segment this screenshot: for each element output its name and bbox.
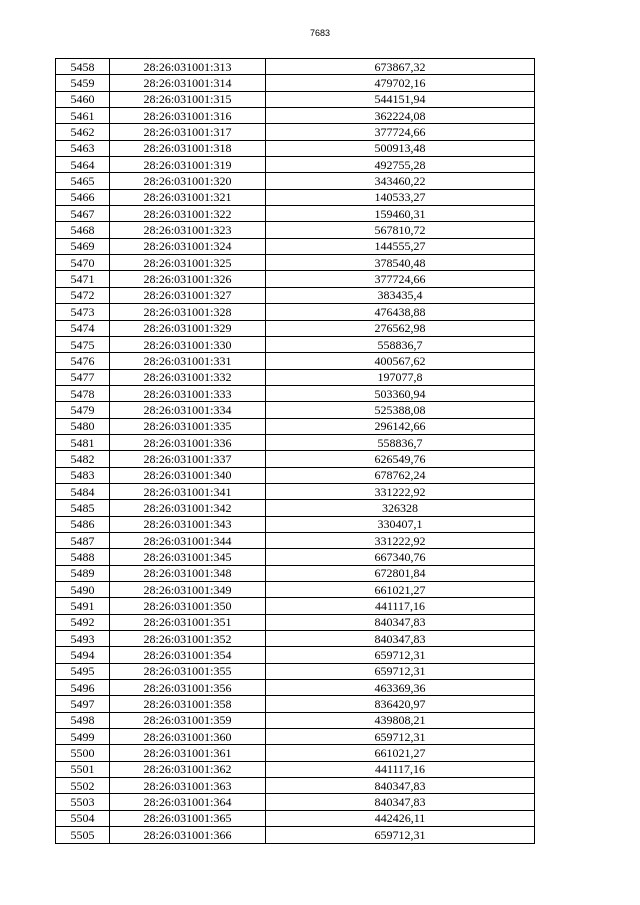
value-cell: 479702,16 (266, 75, 535, 91)
value-cell: 144555,27 (266, 238, 535, 254)
row-index-cell: 5501 (56, 761, 110, 777)
table-row (56, 647, 535, 663)
cadastral-number-cell: 28:26:031001:365 (110, 810, 266, 826)
cadastral-number-cell: 28:26:031001:343 (110, 516, 266, 532)
table-row (56, 631, 535, 647)
row-index-cell: 5500 (56, 745, 110, 761)
cadastral-value-table (55, 58, 535, 844)
cadastral-number-cell: 28:26:031001:327 (110, 287, 266, 303)
cadastral-number-cell: 28:26:031001:350 (110, 598, 266, 614)
row-index-cell: 5492 (56, 614, 110, 630)
table-row (56, 108, 535, 124)
cadastral-number-cell: 28:26:031001:322 (110, 206, 266, 222)
table-row (56, 532, 535, 548)
row-index-cell: 5474 (56, 320, 110, 336)
cadastral-number-cell: 28:26:031001:345 (110, 549, 266, 565)
table-row (56, 320, 535, 336)
row-index-cell: 5480 (56, 418, 110, 434)
row-index-cell: 5473 (56, 304, 110, 320)
cadastral-number-cell: 28:26:031001:326 (110, 271, 266, 287)
row-index-cell: 5482 (56, 451, 110, 467)
row-index-cell: 5485 (56, 500, 110, 516)
value-cell: 441117,16 (266, 761, 535, 777)
cadastral-number-cell: 28:26:031001:317 (110, 124, 266, 140)
cadastral-number-cell: 28:26:031001:336 (110, 434, 266, 450)
cadastral-number-cell: 28:26:031001:328 (110, 304, 266, 320)
value-cell: 331222,92 (266, 532, 535, 548)
cadastral-number-cell: 28:26:031001:359 (110, 712, 266, 728)
table-row (56, 467, 535, 483)
table-row (56, 582, 535, 598)
row-index-cell: 5496 (56, 680, 110, 696)
value-cell: 659712,31 (266, 663, 535, 679)
cadastral-number-cell: 28:26:031001:323 (110, 222, 266, 238)
table-row (56, 451, 535, 467)
table-row (56, 124, 535, 140)
value-cell: 476438,88 (266, 304, 535, 320)
table-row (56, 385, 535, 401)
cadastral-number-cell: 28:26:031001:362 (110, 761, 266, 777)
cadastral-number-cell: 28:26:031001:333 (110, 385, 266, 401)
value-cell: 326328 (266, 500, 535, 516)
row-index-cell: 5503 (56, 794, 110, 810)
row-index-cell: 5460 (56, 91, 110, 107)
table-body (56, 59, 535, 844)
row-index-cell: 5476 (56, 353, 110, 369)
value-cell: 661021,27 (266, 745, 535, 761)
cadastral-number-cell: 28:26:031001:352 (110, 631, 266, 647)
cadastral-number-cell: 28:26:031001:342 (110, 500, 266, 516)
row-index-cell: 5481 (56, 434, 110, 450)
value-cell: 500913,48 (266, 140, 535, 156)
cadastral-number-cell: 28:26:031001:320 (110, 173, 266, 189)
row-index-cell: 5468 (56, 222, 110, 238)
value-cell: 659712,31 (266, 729, 535, 745)
value-cell: 840347,83 (266, 794, 535, 810)
table-row (56, 549, 535, 565)
row-index-cell: 5505 (56, 827, 110, 843)
table-row (56, 614, 535, 630)
value-cell: 667340,76 (266, 549, 535, 565)
cadastral-number-cell: 28:26:031001:335 (110, 418, 266, 434)
value-cell: 400567,62 (266, 353, 535, 369)
row-index-cell: 5489 (56, 565, 110, 581)
cadastral-number-cell: 28:26:031001:321 (110, 189, 266, 205)
value-cell: 840347,83 (266, 778, 535, 794)
value-cell: 439808,21 (266, 712, 535, 728)
row-index-cell: 5478 (56, 385, 110, 401)
value-cell: 558836,7 (266, 336, 535, 352)
table-row (56, 59, 535, 75)
value-cell: 197077,8 (266, 369, 535, 385)
cadastral-number-cell: 28:26:031001:344 (110, 532, 266, 548)
row-index-cell: 5467 (56, 206, 110, 222)
row-index-cell: 5466 (56, 189, 110, 205)
cadastral-number-cell: 28:26:031001:337 (110, 451, 266, 467)
cadastral-number-cell: 28:26:031001:366 (110, 827, 266, 843)
table-row (56, 778, 535, 794)
value-cell: 377724,66 (266, 124, 535, 140)
cadastral-number-cell: 28:26:031001:340 (110, 467, 266, 483)
table-row (56, 402, 535, 418)
row-index-cell: 5484 (56, 483, 110, 499)
value-cell: 525388,08 (266, 402, 535, 418)
row-index-cell: 5472 (56, 287, 110, 303)
table-row (56, 827, 535, 843)
cadastral-number-cell: 28:26:031001:364 (110, 794, 266, 810)
row-index-cell: 5504 (56, 810, 110, 826)
table-row (56, 140, 535, 156)
table-row (56, 336, 535, 352)
value-cell: 840347,83 (266, 614, 535, 630)
table-row (56, 271, 535, 287)
table-row (56, 206, 535, 222)
value-cell: 558836,7 (266, 434, 535, 450)
row-index-cell: 5491 (56, 598, 110, 614)
cadastral-number-cell: 28:26:031001:331 (110, 353, 266, 369)
cadastral-number-cell: 28:26:031001:356 (110, 680, 266, 696)
row-index-cell: 5483 (56, 467, 110, 483)
table-row (56, 680, 535, 696)
table-row (56, 173, 535, 189)
value-cell: 673867,32 (266, 59, 535, 75)
value-cell: 840347,83 (266, 631, 535, 647)
row-index-cell: 5479 (56, 402, 110, 418)
table-row (56, 712, 535, 728)
value-cell: 343460,22 (266, 173, 535, 189)
table-row (56, 434, 535, 450)
table-row (56, 287, 535, 303)
table-row (56, 794, 535, 810)
value-cell: 296142,66 (266, 418, 535, 434)
value-cell: 362224,08 (266, 108, 535, 124)
value-cell: 442426,11 (266, 810, 535, 826)
value-cell: 377724,66 (266, 271, 535, 287)
cadastral-number-cell: 28:26:031001:313 (110, 59, 266, 75)
table-row (56, 238, 535, 254)
row-index-cell: 5497 (56, 696, 110, 712)
row-index-cell: 5487 (56, 532, 110, 548)
cadastral-number-cell: 28:26:031001:324 (110, 238, 266, 254)
cadastral-number-cell: 28:26:031001:334 (110, 402, 266, 418)
row-index-cell: 5490 (56, 582, 110, 598)
table-row (56, 500, 535, 516)
table-row (56, 729, 535, 745)
row-index-cell: 5463 (56, 140, 110, 156)
cadastral-number-cell: 28:26:031001:360 (110, 729, 266, 745)
cadastral-number-cell: 28:26:031001:351 (110, 614, 266, 630)
table-row (56, 483, 535, 499)
cadastral-number-cell: 28:26:031001:361 (110, 745, 266, 761)
row-index-cell: 5464 (56, 157, 110, 173)
value-cell: 503360,94 (266, 385, 535, 401)
value-cell: 441117,16 (266, 598, 535, 614)
row-index-cell: 5498 (56, 712, 110, 728)
table-row (56, 369, 535, 385)
value-cell: 544151,94 (266, 91, 535, 107)
table-row (56, 761, 535, 777)
cadastral-number-cell: 28:26:031001:330 (110, 336, 266, 352)
value-cell: 626549,76 (266, 451, 535, 467)
row-index-cell: 5488 (56, 549, 110, 565)
value-cell: 659712,31 (266, 827, 535, 843)
value-cell: 463369,36 (266, 680, 535, 696)
value-cell: 331222,92 (266, 483, 535, 499)
cadastral-number-cell: 28:26:031001:319 (110, 157, 266, 173)
table-row (56, 75, 535, 91)
cadastral-number-cell: 28:26:031001:318 (110, 140, 266, 156)
cadastral-number-cell: 28:26:031001:332 (110, 369, 266, 385)
value-cell: 330407,1 (266, 516, 535, 532)
row-index-cell: 5471 (56, 271, 110, 287)
cadastral-number-cell: 28:26:031001:325 (110, 255, 266, 271)
value-cell: 276562,98 (266, 320, 535, 336)
cadastral-number-cell: 28:26:031001:355 (110, 663, 266, 679)
table-row (56, 696, 535, 712)
table-row (56, 157, 535, 173)
cadastral-number-cell: 28:26:031001:329 (110, 320, 266, 336)
value-cell: 567810,72 (266, 222, 535, 238)
value-cell: 492755,28 (266, 157, 535, 173)
table-row (56, 91, 535, 107)
table-row (56, 810, 535, 826)
table-row (56, 516, 535, 532)
row-index-cell: 5465 (56, 173, 110, 189)
cadastral-number-cell: 28:26:031001:315 (110, 91, 266, 107)
value-cell: 383435,4 (266, 287, 535, 303)
table-row (56, 222, 535, 238)
row-index-cell: 5495 (56, 663, 110, 679)
row-index-cell: 5459 (56, 75, 110, 91)
table-row (56, 189, 535, 205)
table-row (56, 304, 535, 320)
row-index-cell: 5477 (56, 369, 110, 385)
value-cell: 672801,84 (266, 565, 535, 581)
row-index-cell: 5469 (56, 238, 110, 254)
value-cell: 661021,27 (266, 582, 535, 598)
cadastral-number-cell: 28:26:031001:358 (110, 696, 266, 712)
cadastral-number-cell: 28:26:031001:314 (110, 75, 266, 91)
row-index-cell: 5494 (56, 647, 110, 663)
table-row (56, 255, 535, 271)
row-index-cell: 5502 (56, 778, 110, 794)
row-index-cell: 5493 (56, 631, 110, 647)
page-number: 7683 (309, 28, 331, 38)
value-cell: 159460,31 (266, 206, 535, 222)
row-index-cell: 5470 (56, 255, 110, 271)
value-cell: 378540,48 (266, 255, 535, 271)
value-cell: 140533,27 (266, 189, 535, 205)
row-index-cell: 5458 (56, 59, 110, 75)
row-index-cell: 5499 (56, 729, 110, 745)
cadastral-number-cell: 28:26:031001:363 (110, 778, 266, 794)
cadastral-number-cell: 28:26:031001:349 (110, 582, 266, 598)
table-row (56, 745, 535, 761)
cadastral-number-cell: 28:26:031001:341 (110, 483, 266, 499)
row-index-cell: 5475 (56, 336, 110, 352)
value-cell: 836420,97 (266, 696, 535, 712)
table-row (56, 353, 535, 369)
row-index-cell: 5462 (56, 124, 110, 140)
value-cell: 678762,24 (266, 467, 535, 483)
value-cell: 659712,31 (266, 647, 535, 663)
table-row (56, 663, 535, 679)
table-row (56, 565, 535, 581)
cadastral-number-cell: 28:26:031001:316 (110, 108, 266, 124)
table-row (56, 418, 535, 434)
cadastral-number-cell: 28:26:031001:348 (110, 565, 266, 581)
row-index-cell: 5486 (56, 516, 110, 532)
cadastral-number-cell: 28:26:031001:354 (110, 647, 266, 663)
table-row (56, 598, 535, 614)
row-index-cell: 5461 (56, 108, 110, 124)
